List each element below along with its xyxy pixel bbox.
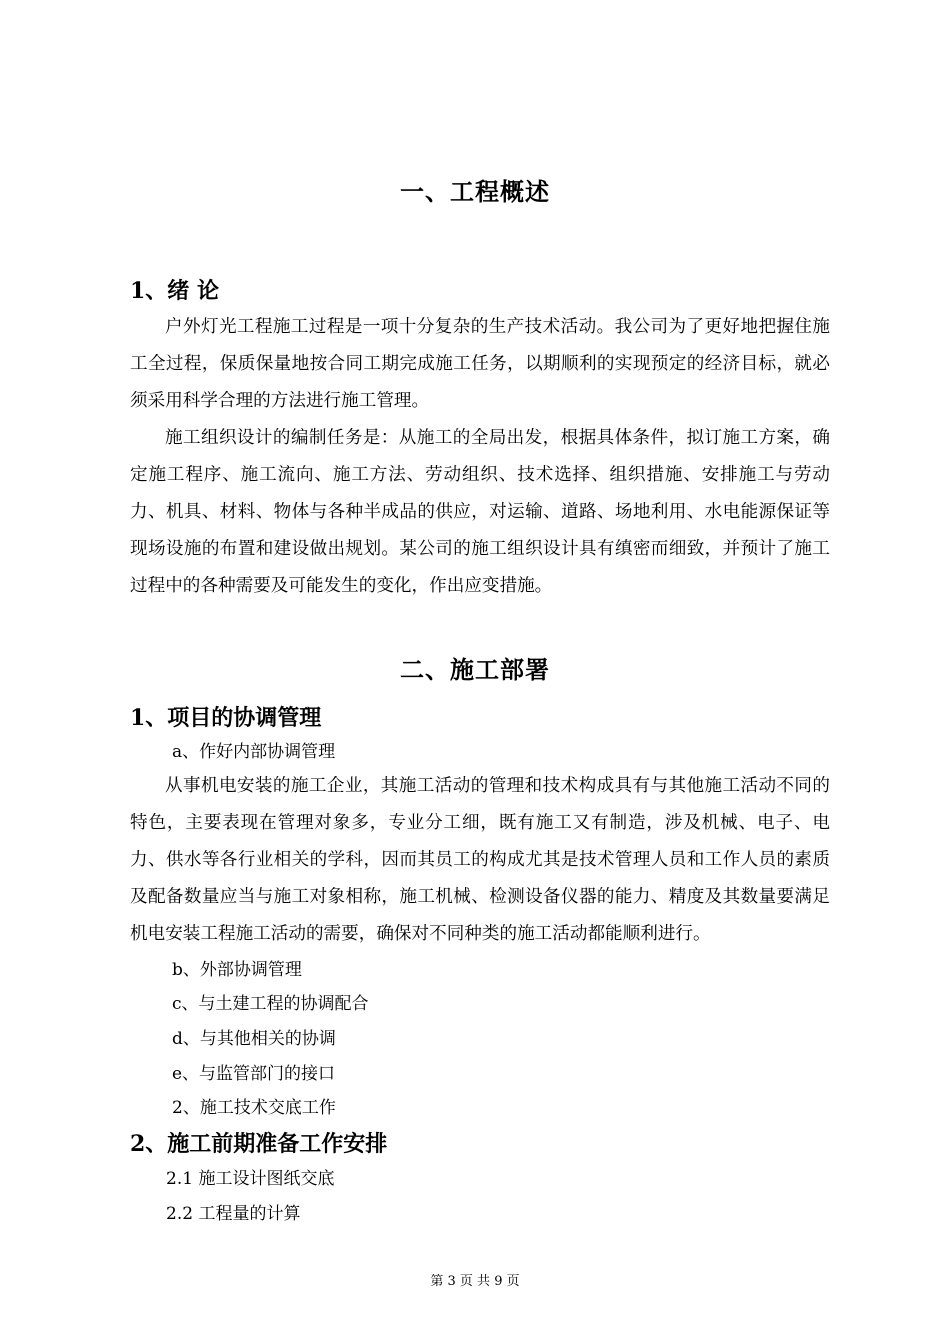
paragraph-introduction-2: 施工组织设计的编制任务是：从施工的全局出发，根据具体条件，拟订施工方案，确定施工程序、施工流向、施工方法、劳动组织、技术选择、组织措施、安排施工与劳动力、机具、材料、物体与各种半成品的供应，对运输、道路、场地利用、水电能源保证等现场设施的布置和建设做出规划。某公司的施工组织设计具有缜密而细致，并预计了施工过程中的各种需要及可能发生的变化，作出应变措施。 xyxy=(130,428,830,596)
list-item-quantity-calculation: 2.2 工程量的计算 xyxy=(166,1204,301,1224)
list-item-internal-coordination: a、作好内部协调管理 xyxy=(172,742,336,762)
list-item-civil-coordination: c、与土建工程的协调配合 xyxy=(172,994,369,1014)
list-item-supervision-interface: e、与监管部门的接口 xyxy=(172,1064,336,1084)
list-item-technical-briefing: 2、施工技术交底工作 xyxy=(172,1098,336,1118)
section-title-preparation: 2、施工前期准备工作安排 xyxy=(130,1131,388,1157)
paragraph-coordination: 从事机电安装的施工企业，其施工活动的管理和技术构成具有与其他施工活动不同的特色，主要表现在管理对象多，专业分工细，既有施工又有制造，涉及机械、电子、电力、供水等各行业相关的学科，因而其员工的构成尤其是技术管理人员和工作人员的素质及配备数量应当与施工对象相称，施工机械、检测设备仪器的能力、精度及其数量要满足机电安装工程施工活动的需要，确保对不同种类的施工活动都能顺利进行。 xyxy=(130,776,830,944)
page-number-footer: 第 3 页 共 9 页 xyxy=(430,1274,520,1289)
section-title-coordination: 1、项目的协调管理 xyxy=(130,705,322,731)
list-item-external-coordination: b、外部协调管理 xyxy=(172,960,302,980)
chapter-title-deployment: 二、施工部署 xyxy=(400,655,550,684)
section-title-introduction: 1、绪 论 xyxy=(130,278,219,304)
list-item-drawing-briefing: 2.1 施工设计图纸交底 xyxy=(166,1169,335,1189)
list-item-other-coordination: d、与其他相关的协调 xyxy=(172,1029,336,1049)
chapter-title-overview: 一、工程概述 xyxy=(400,177,550,206)
paragraph-introduction-1: 户外灯光工程施工过程是一项十分复杂的生产技术活动。我公司为了更好地把握住施工全过程，保质保量地按合同工期完成施工任务，以期顺利的实现预定的经济目标，就必须采用科学合理的方法进行施工管理。 xyxy=(130,317,830,411)
